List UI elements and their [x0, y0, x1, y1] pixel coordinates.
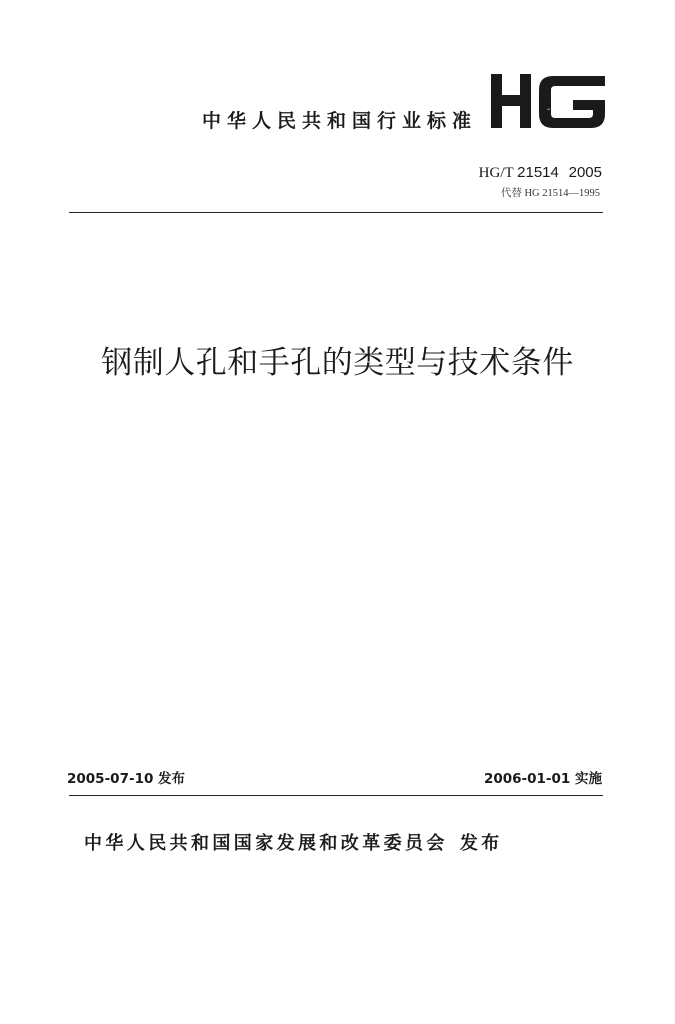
publish-date: 2005-07-10 发布 [67, 771, 186, 787]
implement-date: 2006-01-01 实施 [483, 771, 602, 787]
standard-prefix: HG/T [478, 165, 514, 181]
standard-number [479, 164, 602, 182]
hg-logo-text: HG [547, 109, 551, 111]
replaces-standard: 代替 HG 21514—1995 [500, 188, 600, 199]
top-divider [69, 212, 603, 213]
bottom-divider [69, 795, 603, 796]
document-title: 钢制人孔和手孔的类型与技术条件 [101, 345, 574, 381]
hg-logo-mark [491, 74, 605, 128]
issuer-action: 发布 [459, 833, 503, 854]
standard-category: 中华人民共和国行业标准 [202, 110, 478, 132]
issuing-authority [84, 829, 503, 855]
standard-year: 2005 [568, 164, 602, 181]
issuer-name: 中华人民共和国国家发展和改革委员会 [84, 833, 448, 854]
standard-code: 21514 [517, 164, 559, 181]
hg-logo [487, 70, 607, 132]
